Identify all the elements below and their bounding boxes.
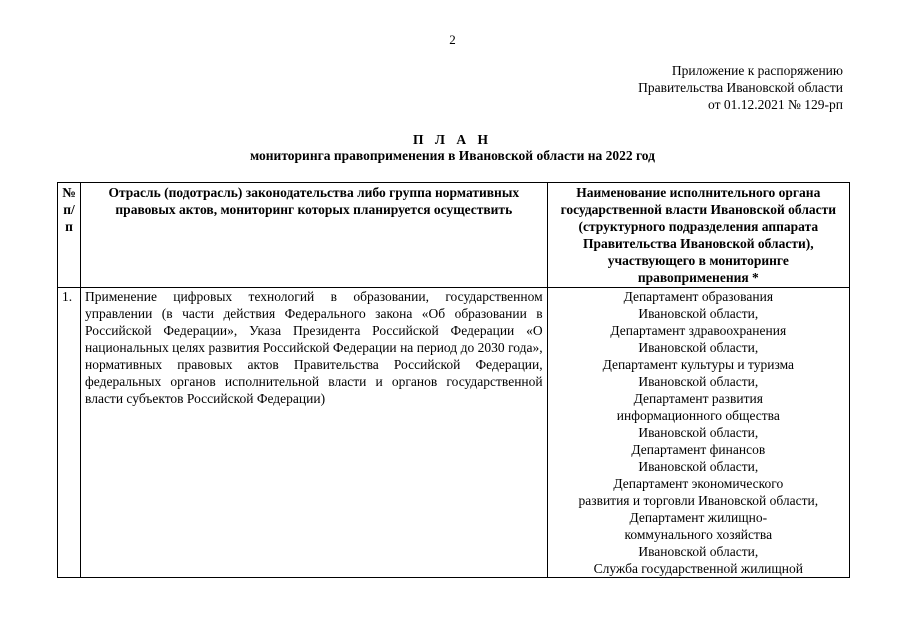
row-area: Применение цифровых технологий в образовании, государственном управлении (в части действия Федерального закона «Об образовании в Российской Федерации», Указа Президента Российской Федерации «О национальных целях развития Российской Федерации на период до 2030 года», нормативных правовых актов Правительства Российской Федерации, федеральных органов исполнительной власти и органов государственной власти субъектов Российской Федерации) [81,288,548,578]
organ-line: Департамент жилищно- [629,510,768,525]
organ-line: Ивановской области, [638,459,759,474]
row-organs [547,288,849,578]
appendix-line-2: Правительства Ивановской области [638,80,843,95]
header-number: № п/п [58,183,81,288]
organ-line: Ивановской области, [638,425,759,440]
organ-line: Ивановской области, [638,544,759,559]
organ-line: Служба государственной жилищной [593,561,804,576]
organ-line: Департамент экономического [613,476,784,491]
organ-line: Департамент развития [633,391,763,406]
header-area: Отрасль (подотрасль) законодательства либо группа нормативных правовых актов, мониторинг которых планируется осуществить [81,183,548,288]
plan-table [57,182,850,578]
row-number: 1. [58,288,81,578]
organ-line: коммунального хозяйства [624,527,773,542]
appendix-line-1: Приложение к распоряжению [671,63,843,78]
organ-line: Департамент здравоохранения [610,323,787,338]
organ-line: Департамент образования [623,289,774,304]
organ-line: Ивановской области, [638,374,759,389]
table-header-row [58,183,850,288]
organ-line: Департамент финансов [631,442,766,457]
table-row [58,288,850,578]
organ-line: Департамент культуры и туризма [602,357,795,372]
appendix-note [638,62,843,113]
organ-line: Ивановской области, [638,306,759,321]
organ-line: развития и торговли Ивановской области, [578,493,819,508]
page-number: 2 [449,32,456,47]
header-organ: Наименование исполнительного органа государственной власти Ивановской области (структурного подразделения аппарата Правительства Ивановской области), участвующего в мониторинге правоприменения * [547,183,849,288]
organ-line: информационного общества [616,408,780,423]
appendix-line-3: от 01.12.2021 № 129-рп [708,97,843,112]
plan-subheading: мониторинга правоприменения в Ивановской области на 2022 год [250,148,655,163]
organ-line: Ивановской области, [638,340,759,355]
plan-heading: П Л А Н [413,132,492,147]
document-title [0,132,905,164]
